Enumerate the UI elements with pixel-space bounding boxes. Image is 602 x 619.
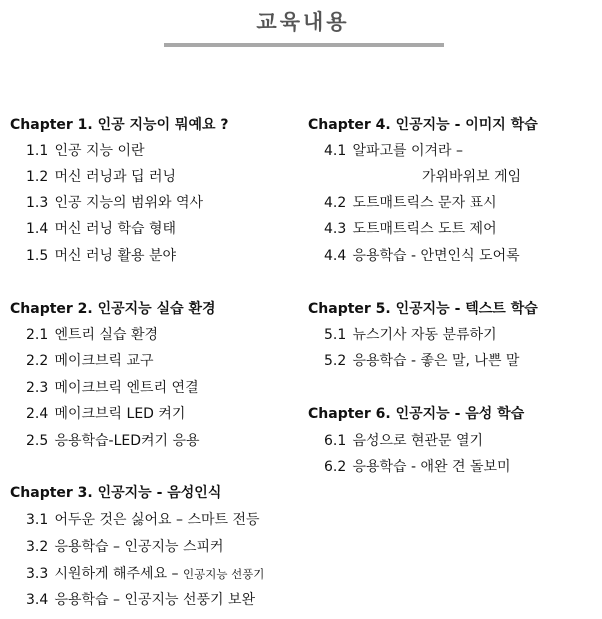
list-item [26,220,176,238]
item-number: 6.1 [324,433,347,449]
list-item [26,591,255,609]
item-text: 뉴스기사 자동 분류하기 [352,327,497,343]
list-item [26,168,176,186]
list-item [324,458,511,476]
item-text: 응용학습-LED켜기 응용 [54,433,200,449]
item-number: 3.2 [26,539,49,555]
list-item [26,511,260,529]
item-number: 1.4 [26,221,49,237]
item-text: 머신 러닝과 딥 러닝 [54,169,176,185]
item-text: 어두운 것은 싫어요 – 스마트 전등 [54,512,260,528]
item-number: 5.1 [324,327,347,343]
list-item [324,326,497,344]
item-number: 4.3 [324,221,347,237]
title-underline [164,43,444,47]
item-number: 4.4 [324,248,347,264]
list-item [26,142,145,160]
list-item [324,432,483,450]
item-text: 응용학습 - 좋은 말, 나쁜 말 [352,353,520,369]
item-text: 머신 러닝 활용 분야 [54,248,176,264]
list-item [26,565,264,583]
list-item [26,352,154,370]
item-text: 인공 지능 이란 [54,143,145,159]
item-text: 머신 러닝 학습 형태 [54,221,176,237]
item-number: 2.5 [26,433,49,449]
item-text: 응용학습 – 인공지능 선풍기 보완 [54,592,256,608]
item-text: 도트매트릭스 문자 표시 [352,195,497,211]
chapter-6-heading: Chapter 6. 인공지능 - 음성 학습 [308,406,525,422]
item-text: 음성으로 현관문 열기 [352,433,484,449]
list-item [324,194,497,212]
item-text: 알파고를 이겨라 – [352,143,464,159]
item-text-small: 인공지능 선풍기 [183,567,265,581]
item-number: 2.3 [26,380,49,396]
item-number: 5.2 [324,353,347,369]
item-text: 메이크브릭 엔트리 연결 [54,380,199,396]
item-text: 시원하게 해주세요 – [54,566,179,582]
item-number: 6.2 [324,459,347,475]
chapter-3-heading: Chapter 3. 인공지능 - 음성인식 [10,485,222,501]
item-number: 2.1 [26,327,49,343]
item-number: 1.1 [26,143,49,159]
item-number: 1.3 [26,195,49,211]
item-text: 응용학습 - 안면인식 도어록 [352,248,520,264]
item-text: 인공 지능의 범위와 역사 [54,195,204,211]
list-item [26,538,224,556]
item-text: 응용학습 - 애완 견 돌보미 [352,459,511,475]
item-number: 3.1 [26,512,49,528]
list-item [324,352,519,370]
list-item [324,247,520,265]
list-item [26,405,185,423]
item-number: 2.2 [26,353,49,369]
list-item [26,432,200,450]
list-item [324,220,497,238]
list-item [26,194,203,212]
item-text: 메이크브릭 LED 켜기 [54,406,186,422]
item-text: 메이크브릭 교구 [54,353,154,369]
item-number: 3.4 [26,592,49,608]
item-number: 1.5 [26,248,49,264]
item-number: 3.3 [26,566,49,582]
list-item [26,326,158,344]
chapter-5-heading: Chapter 5. 인공지능 - 텍스트 학습 [308,301,538,317]
chapter-2-heading: Chapter 2. 인공지능 실습 환경 [10,301,216,317]
item-number: 1.2 [26,169,49,185]
page-title: 교육내용 [256,10,350,34]
chapter-1-heading: Chapter 1. 인공 지능이 뭐예요 ? [10,117,229,133]
item-text: 응용학습 – 인공지능 스피커 [54,539,224,555]
list-item-continuation: 가위바위보 게임 [422,169,522,185]
item-text: 도트매트릭스 도트 제어 [352,221,497,237]
item-number: 4.1 [324,143,347,159]
list-item [26,379,199,397]
list-item [26,247,176,265]
chapter-4-heading: Chapter 4. 인공지능 - 이미지 학습 [308,117,538,133]
list-item [324,142,463,160]
item-text: 엔트리 실습 환경 [54,327,159,343]
item-number: 4.2 [324,195,347,211]
item-number: 2.4 [26,406,49,422]
